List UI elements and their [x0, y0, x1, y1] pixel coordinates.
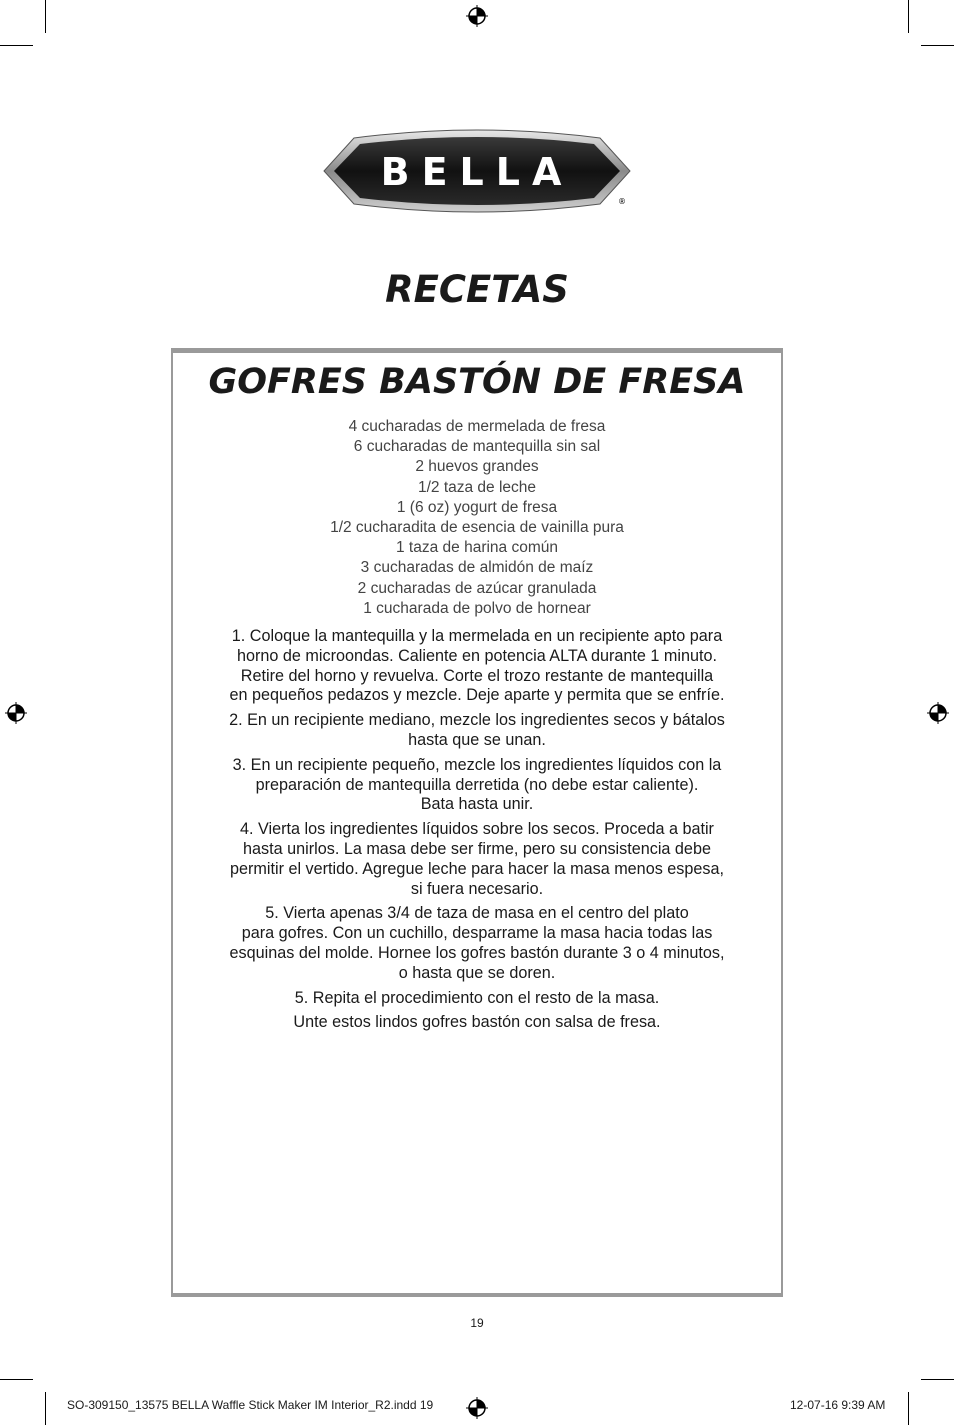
- instruction-step: 2. En un recipiente mediano, mezcle los ingredientes secos y bátalos hasta que se unan.: [229, 711, 725, 749]
- slug-file-name: SO-309150_13575 BELLA Waffle Stick Maker IM Interior_R2.indd 19: [67, 1398, 434, 1412]
- crop-mark: [0, 45, 33, 46]
- ingredient-item: 6 cucharadas de mantequilla sin sal: [353, 438, 601, 456]
- ingredient-item: 2 cucharadas de azúcar granulada: [357, 579, 597, 597]
- ingredient-item: 4 cucharadas de mermelada de fresa: [348, 418, 606, 435]
- crop-mark: [921, 45, 954, 46]
- recipe-title: GOFRES BASTÓN DE FRESA: [208, 362, 746, 402]
- instruction-step: 1. Coloque la mantequilla y la mermelada en un recipiente apto para horno de microondas. Caliente en potencia ALTA durante 1 minuto. Retire del horno y revuelva. Corte el trozo restante de mantequilla en pequeños pedazos y mezcle. Deje aparte y permita que se enfríe.: [229, 627, 725, 705]
- crop-mark: [45, 1392, 46, 1425]
- ingredient-item: 1/2 cucharadita de esencia de vainilla pura: [330, 519, 624, 537]
- ingredient-item: 1 taza de harina común: [396, 539, 558, 557]
- registration-mark-icon: [927, 702, 949, 724]
- bella-logo: [322, 124, 632, 218]
- page-number: 19: [470, 1316, 484, 1330]
- ingredient-item: 1 (6 oz) yogurt de fresa: [396, 498, 558, 516]
- registration-mark-icon: [466, 5, 488, 27]
- instruction-step: 5. Repita el procedimiento con el resto de la masa.: [294, 988, 660, 1007]
- instruction-step: 4. Vierta los ingredientes líquidos sobre los secos. Proceda a batir hasta unirlos. La masa debe ser firme, pero su consistencia debe permitir el vertido. Agregue leche para hacer la masa menos espesa, si fuera necesario.: [230, 820, 724, 898]
- crop-mark: [0, 1379, 33, 1380]
- instruction-step: 3. En un recipiente pequeño, mezcle los ingredientes líquidos con la preparación de mantequilla derretida (no debe estar caliente). Bata hasta unir.: [232, 755, 722, 814]
- instruction-step: 5. Vierta apenas 3/4 de taza de masa en el centro del plato para gofres. Con un cuchillo, desparrame la masa hacia todas las esquinas del molde. Hornee los gofres bastón durante 3 o 4 minutos, o hasta que se doren.: [229, 904, 725, 982]
- crop-mark: [908, 1392, 909, 1425]
- crop-mark: [921, 1379, 954, 1380]
- serving-note: Unte estos lindos gofres bastón con salsa de fresa.: [293, 1013, 661, 1032]
- bella-logo-text: BELLA: [380, 150, 574, 194]
- slug-timestamp: 12-07-16 9:39 AM: [790, 1398, 886, 1412]
- ingredient-item: 1 cucharada de polvo de hornear: [363, 599, 591, 617]
- registration-mark-icon: [466, 1397, 488, 1419]
- ingredient-list: [171, 417, 783, 619]
- crop-mark: [45, 0, 46, 33]
- ingredient-item: 2 huevos grandes: [415, 458, 539, 476]
- crop-mark: [908, 0, 909, 33]
- instruction-steps: [200, 627, 754, 1038]
- ingredient-item: 3 cucharadas de almidón de maíz: [360, 559, 594, 577]
- ingredient-item: 1/2 taza de leche: [417, 478, 537, 496]
- registered-mark: ®: [618, 197, 626, 206]
- section-title: RECETAS: [385, 268, 569, 311]
- registration-mark-icon: [5, 702, 27, 724]
